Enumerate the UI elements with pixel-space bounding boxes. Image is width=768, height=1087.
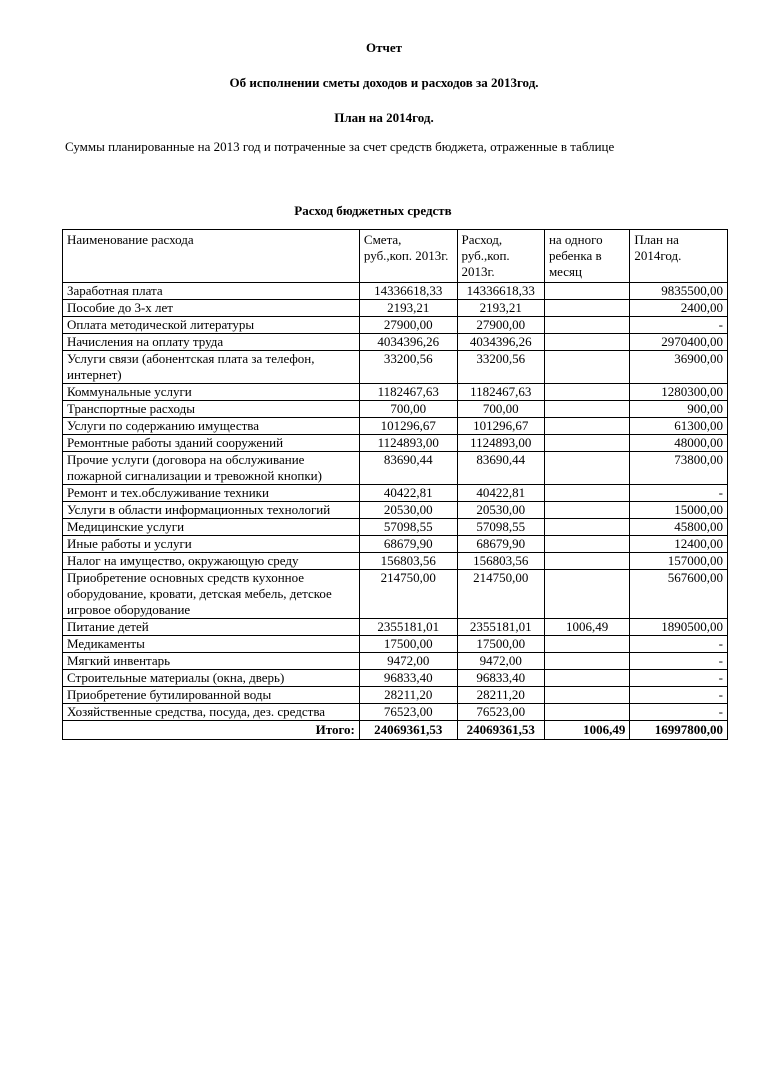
total-plan: 16997800,00 <box>630 721 728 740</box>
cell-per-child <box>544 283 629 300</box>
cell-per-child <box>544 519 629 536</box>
cell-per-child <box>544 300 629 317</box>
table-row <box>63 619 728 636</box>
cell-per-child <box>544 653 629 670</box>
cell-plan: 45800,00 <box>630 519 728 536</box>
table-row <box>63 519 728 536</box>
cell-per-child <box>544 704 629 721</box>
cell-plan: - <box>630 670 728 687</box>
cell-expense: 57098,55 <box>457 519 544 536</box>
cell-expense: 33200,56 <box>457 351 544 384</box>
cell-expense: 68679,90 <box>457 536 544 553</box>
table-row <box>63 401 728 418</box>
cell-per-child: 1006,49 <box>544 619 629 636</box>
table-row <box>63 334 728 351</box>
table-row <box>63 636 728 653</box>
total-estimate: 24069361,53 <box>359 721 457 740</box>
cell-expense: 83690,44 <box>457 452 544 485</box>
table-header-row <box>63 230 728 283</box>
table-row <box>63 351 728 384</box>
cell-estimate: 33200,56 <box>359 351 457 384</box>
cell-name: Коммунальные услуги <box>63 384 360 401</box>
table-row <box>63 704 728 721</box>
cell-name: Мягкий инвентарь <box>63 653 360 670</box>
header-per-child: на одного ребенка в месяц <box>544 230 629 283</box>
header-name: Наименование расхода <box>63 230 360 283</box>
cell-plan: 1890500,00 <box>630 619 728 636</box>
cell-per-child <box>544 418 629 435</box>
cell-plan: - <box>630 704 728 721</box>
cell-estimate: 2193,21 <box>359 300 457 317</box>
cell-name: Медицинские услуги <box>63 519 360 536</box>
cell-plan: 48000,00 <box>630 435 728 452</box>
cell-estimate: 68679,90 <box>359 536 457 553</box>
table-row <box>63 502 728 519</box>
header-expense: Расход, руб.,коп. 2013г. <box>457 230 544 283</box>
cell-expense: 700,00 <box>457 401 544 418</box>
cell-per-child <box>544 317 629 334</box>
cell-plan: 73800,00 <box>630 452 728 485</box>
table-row <box>63 570 728 619</box>
cell-per-child <box>544 401 629 418</box>
cell-estimate: 27900,00 <box>359 317 457 334</box>
cell-name: Оплата методической литературы <box>63 317 360 334</box>
cell-name: Строительные материалы (окна, дверь) <box>63 670 360 687</box>
cell-name: Ремонтные работы зданий сооружений <box>63 435 360 452</box>
cell-expense: 96833,40 <box>457 670 544 687</box>
cell-estimate: 14336618,33 <box>359 283 457 300</box>
cell-expense: 28211,20 <box>457 687 544 704</box>
cell-plan: 15000,00 <box>630 502 728 519</box>
cell-estimate: 83690,44 <box>359 452 457 485</box>
cell-estimate: 1182467,63 <box>359 384 457 401</box>
section-title: Расход бюджетных средств <box>294 203 452 218</box>
cell-plan: - <box>630 317 728 334</box>
cell-expense: 4034396,26 <box>457 334 544 351</box>
cell-name: Налог на имущество, окружающую среду <box>63 553 360 570</box>
cell-estimate: 57098,55 <box>359 519 457 536</box>
cell-expense: 76523,00 <box>457 704 544 721</box>
cell-per-child <box>544 351 629 384</box>
cell-per-child <box>544 452 629 485</box>
table-row <box>63 283 728 300</box>
table-row <box>63 536 728 553</box>
cell-expense: 1182467,63 <box>457 384 544 401</box>
cell-per-child <box>544 334 629 351</box>
cell-expense: 214750,00 <box>457 570 544 619</box>
cell-per-child <box>544 670 629 687</box>
cell-estimate: 28211,20 <box>359 687 457 704</box>
cell-per-child <box>544 636 629 653</box>
plan-title: План на 2014год. <box>334 110 434 125</box>
cell-name: Заработная плата <box>63 283 360 300</box>
cell-plan: 157000,00 <box>630 553 728 570</box>
cell-expense: 9472,00 <box>457 653 544 670</box>
total-label: Итого: <box>63 721 360 740</box>
budget-table <box>62 229 728 740</box>
cell-name: Хозяйственные средства, посуда, дез. средства <box>63 704 360 721</box>
cell-plan: 2400,00 <box>630 300 728 317</box>
table-row <box>63 418 728 435</box>
cell-name: Медикаменты <box>63 636 360 653</box>
report-subtitle: Об исполнении сметы доходов и расходов за 2013год. <box>229 75 539 90</box>
cell-plan: - <box>630 485 728 502</box>
cell-name: Услуги по содержанию имущества <box>63 418 360 435</box>
table-row <box>63 317 728 334</box>
cell-name: Услуги связи (абонентская плата за телефон, интернет) <box>63 351 360 384</box>
table-row <box>63 687 728 704</box>
cell-estimate: 17500,00 <box>359 636 457 653</box>
cell-name: Транспортные расходы <box>63 401 360 418</box>
cell-name: Начисления на оплату труда <box>63 334 360 351</box>
table-row <box>63 384 728 401</box>
cell-plan: 1280300,00 <box>630 384 728 401</box>
cell-plan: 12400,00 <box>630 536 728 553</box>
table-total-row <box>63 721 728 740</box>
table-row <box>63 553 728 570</box>
cell-name: Иные работы и услуги <box>63 536 360 553</box>
cell-per-child <box>544 485 629 502</box>
cell-expense: 14336618,33 <box>457 283 544 300</box>
cell-name: Ремонт и тех.обслуживание техники <box>63 485 360 502</box>
cell-per-child <box>544 570 629 619</box>
table-row <box>63 300 728 317</box>
cell-estimate: 2355181,01 <box>359 619 457 636</box>
total-per-child: 1006,49 <box>544 721 629 740</box>
cell-name: Прочие услуги (договора на обслуживание пожарной сигнализации и тревожной кнопки) <box>63 452 360 485</box>
header-plan: План на 2014год. <box>630 230 728 283</box>
cell-estimate: 214750,00 <box>359 570 457 619</box>
table-row <box>63 653 728 670</box>
cell-plan: - <box>630 687 728 704</box>
table-row <box>63 435 728 452</box>
cell-expense: 1124893,00 <box>457 435 544 452</box>
cell-expense: 20530,00 <box>457 502 544 519</box>
cell-expense: 2355181,01 <box>457 619 544 636</box>
cell-estimate: 700,00 <box>359 401 457 418</box>
cell-estimate: 76523,00 <box>359 704 457 721</box>
table-row <box>63 485 728 502</box>
cell-expense: 17500,00 <box>457 636 544 653</box>
header-estimate: Смета, руб.,коп. 2013г. <box>359 230 457 283</box>
cell-name: Пособие до 3-х лет <box>63 300 360 317</box>
cell-name: Приобретение бутилированной воды <box>63 687 360 704</box>
cell-plan: 567600,00 <box>630 570 728 619</box>
cell-per-child <box>544 502 629 519</box>
cell-estimate: 9472,00 <box>359 653 457 670</box>
cell-expense: 2193,21 <box>457 300 544 317</box>
cell-name: Услуги в области информационных технологий <box>63 502 360 519</box>
cell-per-child <box>544 536 629 553</box>
report-title: Отчет <box>366 40 402 55</box>
cell-estimate: 101296,67 <box>359 418 457 435</box>
cell-expense: 27900,00 <box>457 317 544 334</box>
cell-expense: 40422,81 <box>457 485 544 502</box>
cell-plan: 900,00 <box>630 401 728 418</box>
cell-plan: 9835500,00 <box>630 283 728 300</box>
cell-per-child <box>544 553 629 570</box>
cell-estimate: 96833,40 <box>359 670 457 687</box>
cell-estimate: 40422,81 <box>359 485 457 502</box>
table-row <box>63 670 728 687</box>
cell-plan: - <box>630 636 728 653</box>
cell-per-child <box>544 687 629 704</box>
cell-plan: 36900,00 <box>630 351 728 384</box>
total-expense: 24069361,53 <box>457 721 544 740</box>
cell-plan: 61300,00 <box>630 418 728 435</box>
table-row <box>63 452 728 485</box>
cell-name: Питание детей <box>63 619 360 636</box>
cell-name: Приобретение основных средств кухонное оборудование, кровати, детская мебель, детское игровое оборудование <box>63 570 360 619</box>
cell-expense: 156803,56 <box>457 553 544 570</box>
cell-estimate: 20530,00 <box>359 502 457 519</box>
intro-text: Суммы планированные на 2013 год и потраченные за счет средств бюджета, отраженные в таблице <box>65 139 615 154</box>
cell-estimate: 4034396,26 <box>359 334 457 351</box>
cell-estimate: 1124893,00 <box>359 435 457 452</box>
cell-estimate: 156803,56 <box>359 553 457 570</box>
cell-per-child <box>544 384 629 401</box>
cell-plan: 2970400,00 <box>630 334 728 351</box>
cell-expense: 101296,67 <box>457 418 544 435</box>
cell-per-child <box>544 435 629 452</box>
cell-plan: - <box>630 653 728 670</box>
